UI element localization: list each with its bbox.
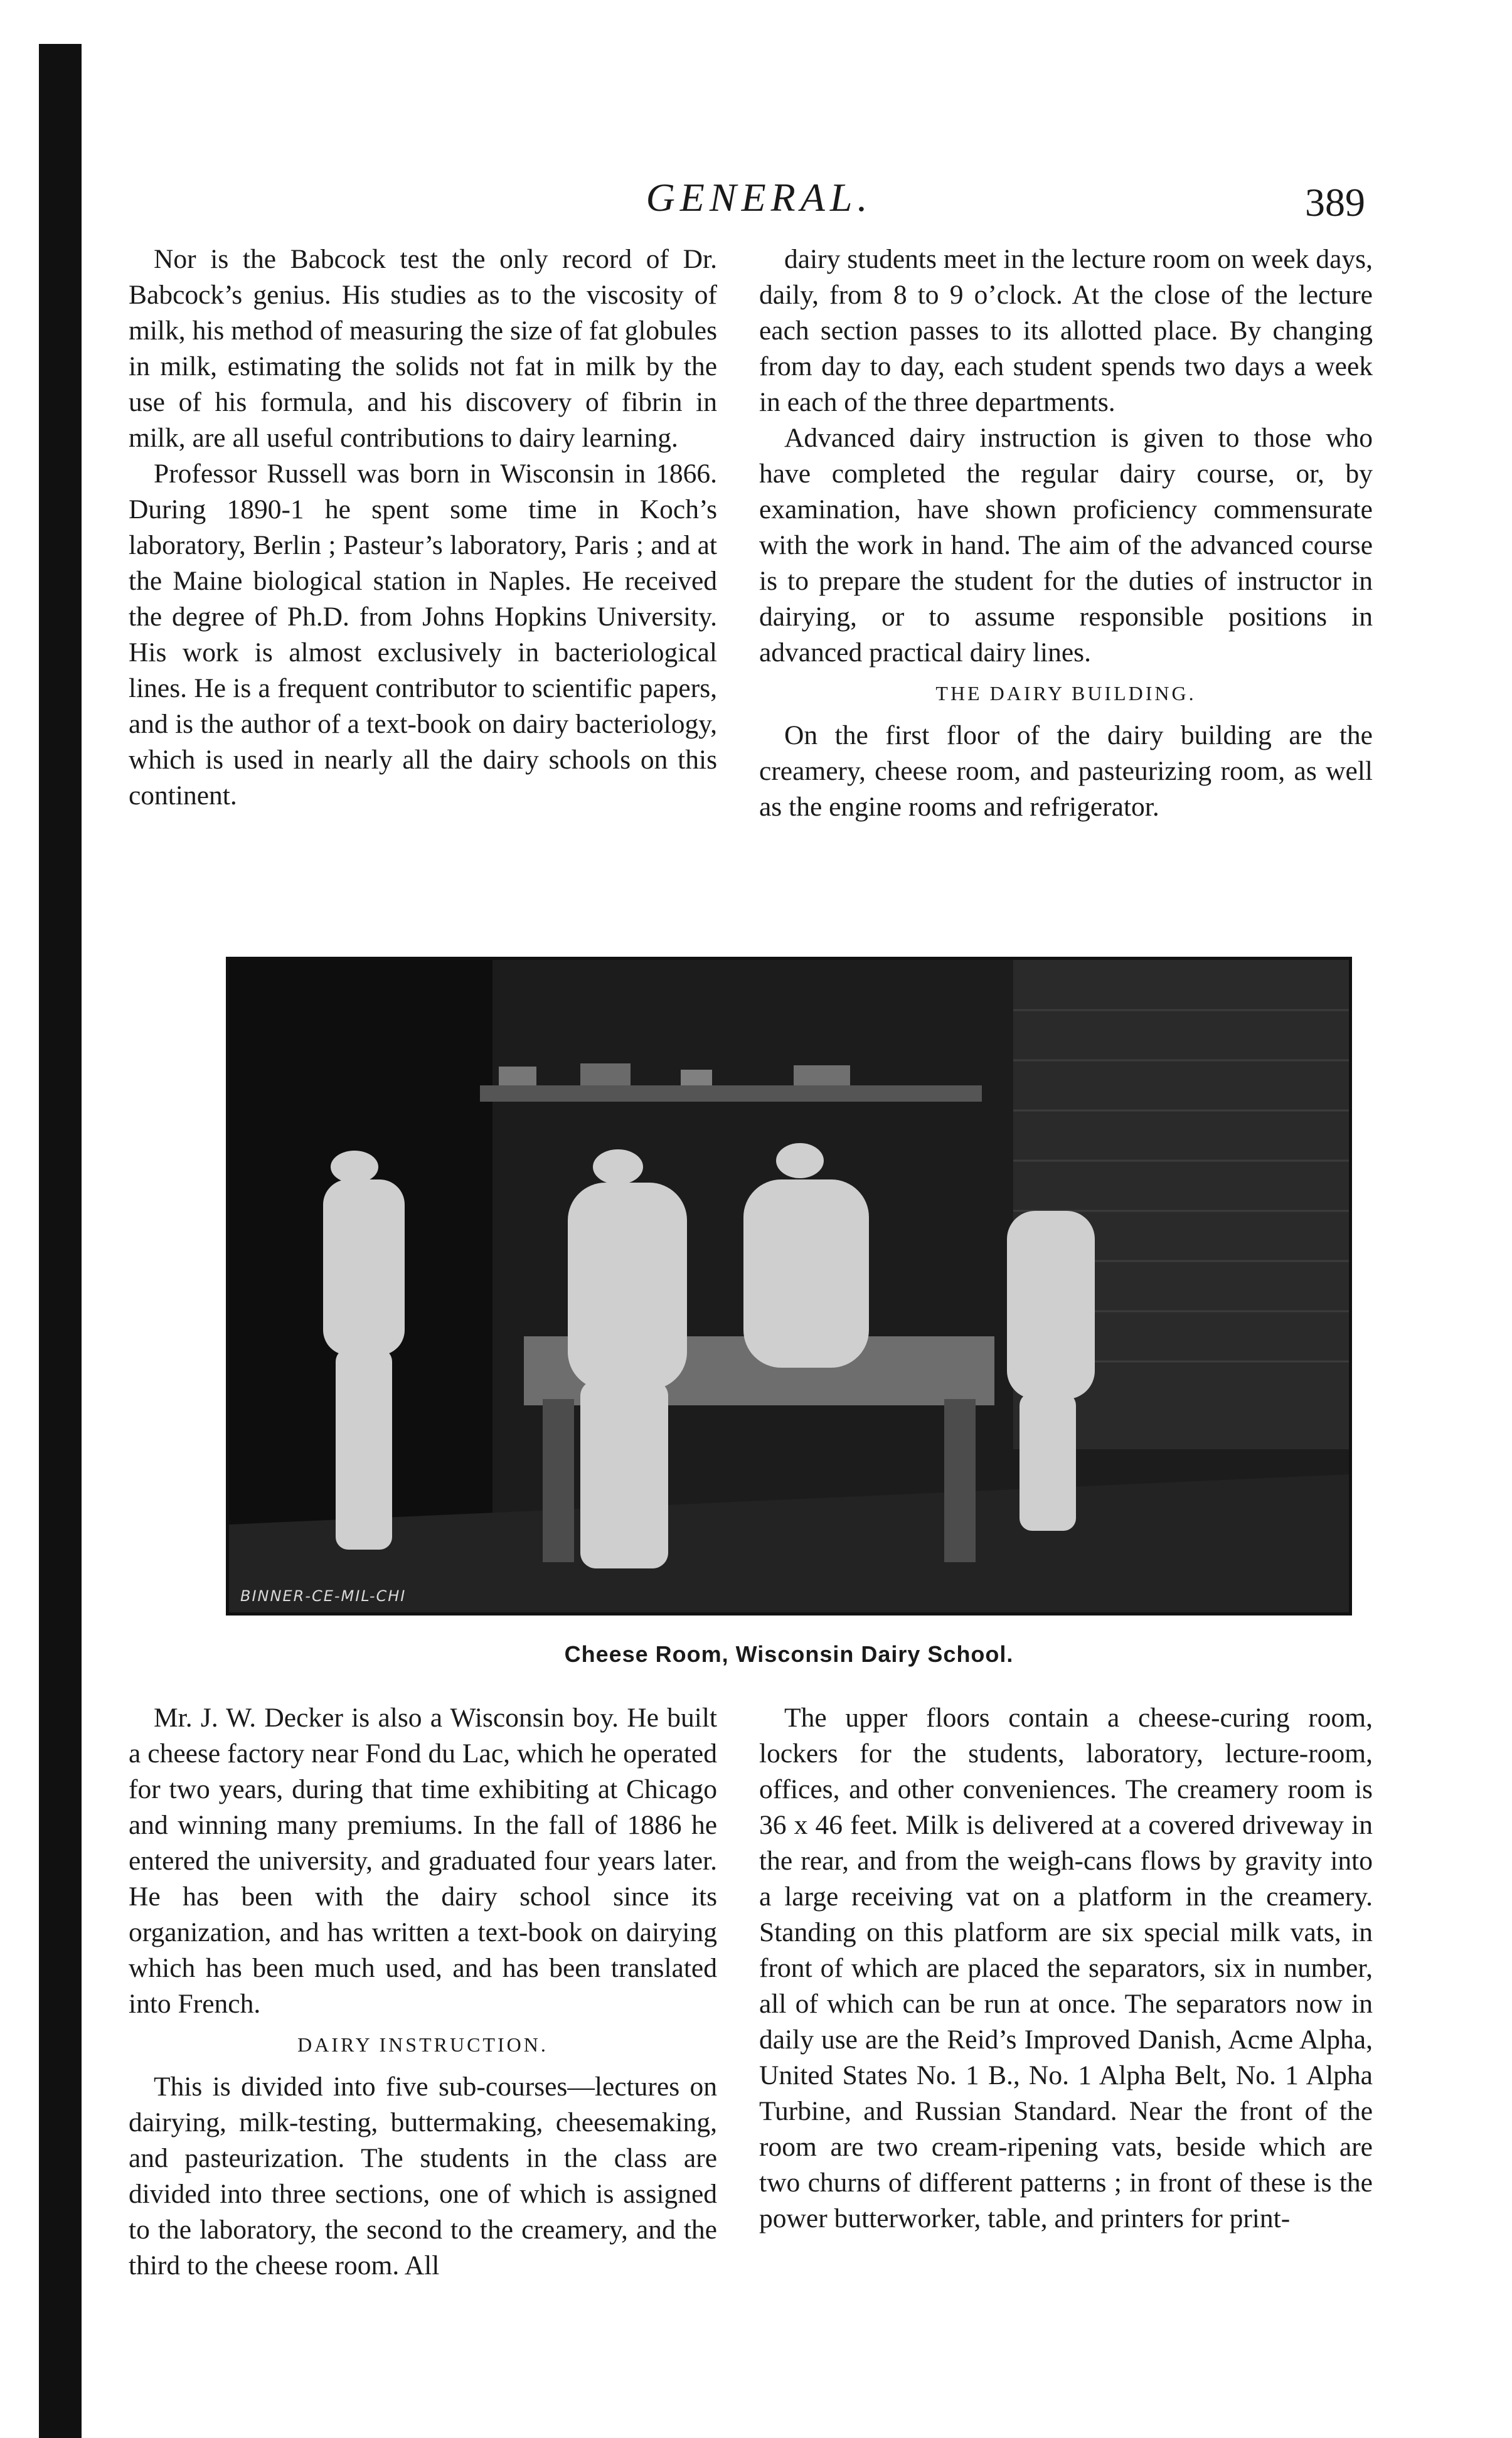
bottom-left-column bbox=[129, 1700, 717, 2284]
top-left-column bbox=[129, 242, 717, 814]
paragraph-sub-courses: This is divided into five sub-courses—lectures on dairying, milk-testing, buttermaking, cheesemaking, and pasteurization. The students in the class are divided into three sections, one of which is assigned to the laboratory, the second to the creamery, and the third to the cheese room. All bbox=[129, 2072, 717, 2281]
running-head: GENERAL. bbox=[646, 175, 873, 220]
paragraph-babcock: Nor is the Babcock test the only record of Dr. Babcock’s genius. His studies as to the viscosity of milk, his method of measuring the size of fat globules in milk, estimating the solids not fat in milk by the use of his formula, and his discovery of fibrin in milk, are all useful contributions to dairy learning. bbox=[129, 244, 717, 453]
engraver-mark: BINNER-CE-MIL-CHI bbox=[240, 1587, 407, 1605]
paragraph-upper-floors: The upper floors contain a cheese-curing room, lockers for the students, laboratory, lecture-room, offices, and other conveniences. The creamery room is 36 x 46 feet. Milk is delivered at a covered driveway in the rear, and from the weigh-cans flows by gravity into a large receiving vat on a platform in the creamery. Standing on this platform are six special milk vats, in front of which are placed the separators, six in number, all of which can be run at once. The separators now in daily use are the Reid’s Improved Danish, Acme Alpha, United States No. 1 B., No. 1 Alpha Belt, No. 1 Alpha Turbine, and Russian Standard. Near the front of the room are two cream-ripening vats, beside which are two churns of different patterns ; in front of these is the power butterworker, table, and printers for print- bbox=[759, 1703, 1373, 2233]
cheese-room-photo bbox=[226, 957, 1352, 1616]
paragraph-advanced-instruction: Advanced dairy instruction is given to those who have completed the regular dairy course, or, by examination, have shown proficiency commensurate with the work in hand. The aim of the advanced course is to prepare the student for the duties of instructor in dairying, or to assume responsible positions in advanced practical dairy lines. bbox=[759, 423, 1373, 668]
heading-dairy-building: THE DAIRY BUILDING. bbox=[935, 682, 1196, 705]
paragraph-decker: Mr. J. W. Decker is also a Wisconsin boy. He built a cheese factory near Fond du Lac, which he operated for two years, during that time exhibiting at Chicago and winning many premiums. In the fall of 1886 he entered the university, and graduated four years later. He has been with the dairy school since its organization, and has written a text-book on dairying which has been much used, and has been translated into French. bbox=[129, 1703, 717, 2019]
paragraph-russell: Professor Russell was born in Wisconsin in 1866. During 1890-1 he spent some time in Koch’s laboratory, Berlin ; Pasteur’s laboratory, Paris ; and at the Maine biological station in Naples. He received the degree of Ph.D. from Johns Hopkins University. His work is almost exclusively in bacteriological lines. He is a frequent contributor to scientific papers, and is the author of a text-book on dairy bacteriology, which is used in nearly all the dairy schools on this continent. bbox=[129, 459, 717, 811]
scanned-binding-edge bbox=[39, 44, 82, 2438]
paragraph-lecture-schedule: dairy students meet in the lecture room on week days, daily, from 8 to 9 o’clock. At the close of the lecture each section passes to its allotted place. By changing from day to day, each student spends two days a week in each of the three departments. bbox=[759, 244, 1373, 417]
paragraph-first-floor: On the first floor of the dairy building are the creamery, cheese room, and pasteurizing room, as well as the engine rooms and refrigerator. bbox=[759, 720, 1373, 822]
bottom-right-column bbox=[759, 1700, 1373, 2237]
photo-caption: Cheese Room, Wisconsin Dairy School. bbox=[564, 1641, 1014, 1667]
top-right-column bbox=[759, 242, 1373, 825]
page-number: 389 bbox=[1305, 180, 1365, 225]
heading-dairy-instruction: DAIRY INSTRUCTION. bbox=[297, 2033, 548, 2056]
